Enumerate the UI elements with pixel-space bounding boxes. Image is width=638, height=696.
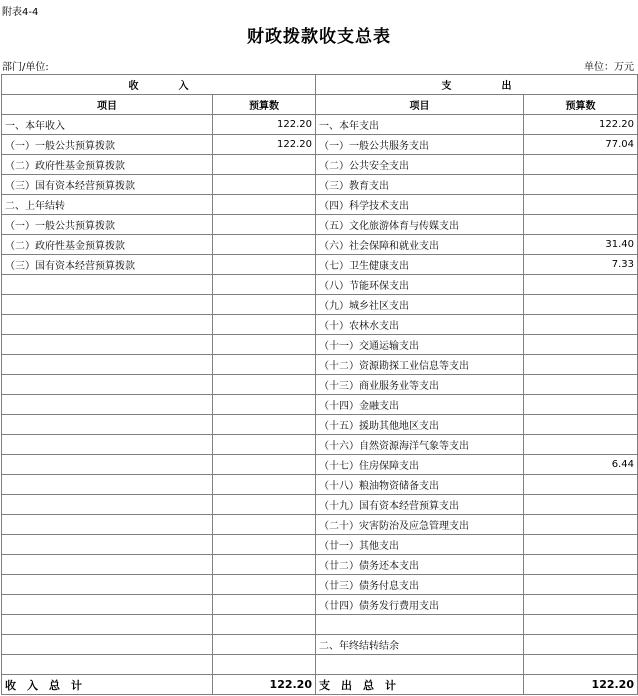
expense-value: 7.33: [524, 255, 638, 275]
table-row: [2, 555, 638, 575]
expense-value: [524, 335, 638, 355]
table-row: [2, 335, 638, 355]
budget-table: [1, 74, 638, 695]
table-row: [2, 435, 638, 455]
income-value: [213, 195, 316, 215]
expense-total-value: 122.20: [524, 675, 638, 695]
income-value: [213, 395, 316, 415]
table-row: [2, 395, 638, 415]
expense-item: （十三）商业服务业等支出: [316, 375, 524, 395]
income-item: [2, 295, 213, 315]
income-value: [213, 375, 316, 395]
section-header-row: [2, 75, 638, 95]
income-item: [2, 355, 213, 375]
income-value: [213, 155, 316, 175]
table-row: [2, 655, 638, 675]
income-item: [2, 575, 213, 595]
expense-item: [316, 655, 524, 675]
income-item: [2, 495, 213, 515]
expense-value: [524, 395, 638, 415]
expense-value: [524, 415, 638, 435]
expense-item: （九）城乡社区支出: [316, 295, 524, 315]
income-item: [2, 315, 213, 335]
table-row: [2, 135, 638, 155]
table-row: [2, 235, 638, 255]
income-value: 122.20: [213, 115, 316, 135]
income-item: [2, 615, 213, 635]
expense-value: [524, 635, 638, 655]
table-row: [2, 115, 638, 135]
expense-value: [524, 275, 638, 295]
expense-header: 支 出: [316, 75, 638, 95]
table-row: [2, 195, 638, 215]
expense-item: （十八）粮油物资储备支出: [316, 475, 524, 495]
income-value: [213, 355, 316, 375]
income-item: （三）国有资本经营预算拨款: [2, 255, 213, 275]
expense-item: （廿三）债务付息支出: [316, 575, 524, 595]
table-row: [2, 515, 638, 535]
expense-item: （二）公共安全支出: [316, 155, 524, 175]
income-value: [213, 475, 316, 495]
table-row: [2, 495, 638, 515]
expense-value: [524, 515, 638, 535]
income-item: [2, 335, 213, 355]
income-item: [2, 435, 213, 455]
expense-item: （八）节能环保支出: [316, 275, 524, 295]
table-row: [2, 615, 638, 635]
table-row: [2, 635, 638, 655]
expense-item: （六）社会保障和就业支出: [316, 235, 524, 255]
income-item: （二）政府性基金预算拨款: [2, 235, 213, 255]
income-budget-header: 预算数: [213, 95, 316, 115]
income-item: （三）国有资本经营预算拨款: [2, 175, 213, 195]
income-value: [213, 655, 316, 675]
expense-item: 一、本年支出: [316, 115, 524, 135]
income-header: 收 入: [2, 75, 316, 95]
expense-item: （十九）国有资本经营预算支出: [316, 495, 524, 515]
expense-value: 31.40: [524, 235, 638, 255]
expense-value: [524, 215, 638, 235]
income-item: [2, 415, 213, 435]
table-row: [2, 595, 638, 615]
income-value: [213, 615, 316, 635]
table-row: [2, 415, 638, 435]
income-value: 122.20: [213, 135, 316, 155]
expense-item: （五）文化旅游体育与传媒支出: [316, 215, 524, 235]
expense-total-label: 支 出 总 计: [316, 675, 524, 695]
table-row: [2, 355, 638, 375]
expense-value: [524, 155, 638, 175]
income-value: [213, 535, 316, 555]
income-total-label: 收 入 总 计: [2, 675, 213, 695]
dept-label: 部门/单位:: [2, 62, 49, 73]
table-row: [2, 455, 638, 475]
income-value: [213, 575, 316, 595]
income-value: [213, 255, 316, 275]
column-header-row: [2, 95, 638, 115]
income-item: 二、上年结转: [2, 195, 213, 215]
expense-item: 二、年终结转结余: [316, 635, 524, 655]
expense-item: （七）卫生健康支出: [316, 255, 524, 275]
income-value: [213, 455, 316, 475]
income-item: （一）一般公共预算拨款: [2, 135, 213, 155]
expense-value: [524, 495, 638, 515]
table-row: [2, 535, 638, 555]
income-value: [213, 315, 316, 335]
income-value: [213, 175, 316, 195]
expense-item: （二十）灾害防治及应急管理支出: [316, 515, 524, 535]
income-item: （一）一般公共预算拨款: [2, 215, 213, 235]
income-item: [2, 375, 213, 395]
expense-item: （三）教育支出: [316, 175, 524, 195]
income-item: [2, 595, 213, 615]
expense-item: （一）一般公共服务支出: [316, 135, 524, 155]
expense-item: （十六）自然资源海洋气象等支出: [316, 435, 524, 455]
income-item: [2, 395, 213, 415]
expense-item: （十二）资源勘探工业信息等支出: [316, 355, 524, 375]
expense-value: 6.44: [524, 455, 638, 475]
table-row: [2, 155, 638, 175]
income-item: [2, 535, 213, 555]
table-row: [2, 375, 638, 395]
expense-item: [316, 615, 524, 635]
income-item: [2, 655, 213, 675]
expense-value: [524, 315, 638, 335]
table-row: [2, 255, 638, 275]
income-value: [213, 635, 316, 655]
unit-label: 单位：万元: [584, 62, 634, 73]
income-value: [213, 515, 316, 535]
expense-value: [524, 615, 638, 635]
expense-item: （十一）交通运输支出: [316, 335, 524, 355]
income-item-header: 项目: [2, 95, 213, 115]
income-total-value: 122.20: [213, 675, 316, 695]
expense-item: （廿一）其他支出: [316, 535, 524, 555]
table-row: [2, 295, 638, 315]
table-row: [2, 215, 638, 235]
income-value: [213, 235, 316, 255]
expense-budget-header: 预算数: [524, 95, 638, 115]
income-item: [2, 455, 213, 475]
expense-value: [524, 355, 638, 375]
expense-value: [524, 555, 638, 575]
income-item: [2, 475, 213, 495]
expense-item: （廿四）债务发行费用支出: [316, 595, 524, 615]
expense-value: [524, 535, 638, 555]
table-row: [2, 575, 638, 595]
table-row: [2, 275, 638, 295]
income-item: [2, 635, 213, 655]
expense-value: [524, 475, 638, 495]
income-value: [213, 595, 316, 615]
expense-item: （廿二）债务还本支出: [316, 555, 524, 575]
income-value: [213, 495, 316, 515]
income-item: [2, 515, 213, 535]
expense-value: [524, 435, 638, 455]
expense-value: [524, 175, 638, 195]
income-item: [2, 275, 213, 295]
expense-item: （十五）援助其他地区支出: [316, 415, 524, 435]
appendix-label: 附表4-4: [2, 7, 39, 18]
expense-value: [524, 295, 638, 315]
expense-item-header: 项目: [316, 95, 524, 115]
income-value: [213, 435, 316, 455]
income-value: [213, 215, 316, 235]
income-value: [213, 555, 316, 575]
expense-item: （四）科学技术支出: [316, 195, 524, 215]
income-value: [213, 335, 316, 355]
income-value: [213, 275, 316, 295]
expense-item: （十四）金融支出: [316, 395, 524, 415]
table-row: [2, 315, 638, 335]
expense-item: （十七）住房保障支出: [316, 455, 524, 475]
expense-value: 77.04: [524, 135, 638, 155]
table-row: [2, 475, 638, 495]
income-value: [213, 415, 316, 435]
expense-value: [524, 575, 638, 595]
expense-value: [524, 195, 638, 215]
expense-value: [524, 655, 638, 675]
income-item: [2, 555, 213, 575]
page-title: 财政拨款收支总表: [247, 27, 391, 47]
expense-value: [524, 595, 638, 615]
table-row: [2, 175, 638, 195]
income-item: （二）政府性基金预算拨款: [2, 155, 213, 175]
total-row: [2, 675, 638, 695]
expense-value: 122.20: [524, 115, 638, 135]
expense-item: （十）农林水支出: [316, 315, 524, 335]
income-value: [213, 295, 316, 315]
expense-value: [524, 375, 638, 395]
income-item: 一、本年收入: [2, 115, 213, 135]
